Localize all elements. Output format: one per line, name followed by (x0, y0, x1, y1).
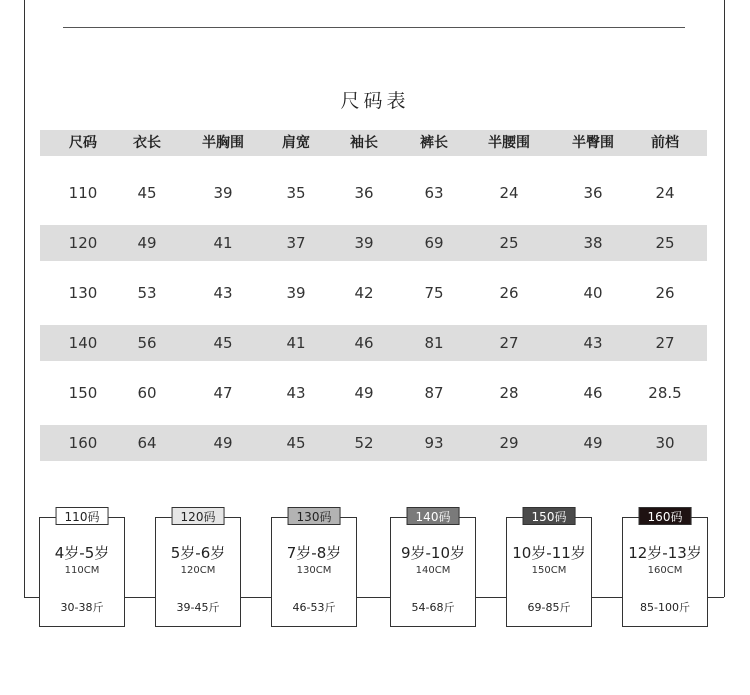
measure-cell: 93 (424, 434, 444, 452)
size-tag: 130码 (288, 507, 341, 525)
measure-cell: 45 (286, 434, 306, 452)
height-value: 130CM (296, 565, 332, 576)
measure-cell: 29 (499, 434, 519, 452)
measure-cell: 27 (499, 334, 519, 352)
measure-cell: 49 (583, 434, 603, 452)
measure-cell: 60 (137, 384, 157, 402)
size-card (155, 510, 241, 627)
size-table (40, 130, 707, 452)
size-cell: 110 (68, 184, 98, 202)
measure-cell: 87 (424, 384, 444, 402)
header-cell: 半臀围 (572, 135, 614, 151)
height-value: 160CM (647, 565, 683, 576)
table-header-row (40, 130, 707, 156)
weight-range: 69-85斤 (527, 601, 571, 614)
header-cell: 裤长 (420, 135, 448, 151)
size-tag: 160码 (639, 507, 692, 525)
height-value: 110CM (64, 565, 100, 576)
measure-cell: 40 (583, 284, 603, 302)
weight-range: 39-45斤 (176, 601, 220, 614)
table-row (40, 375, 707, 411)
measure-cell: 52 (354, 434, 374, 452)
measure-cell: 41 (286, 334, 306, 352)
size-card (271, 510, 357, 627)
measure-cell: 56 (137, 334, 157, 352)
measure-cell: 42 (354, 284, 374, 302)
header-cell: 衣长 (133, 135, 161, 151)
size-cell: 150 (68, 384, 98, 402)
header-cell: 半胸围 (202, 135, 244, 151)
measure-cell: 45 (213, 334, 233, 352)
measure-cell: 43 (286, 384, 306, 402)
measure-cell: 39 (354, 234, 374, 252)
measure-cell: 28 (499, 384, 519, 402)
header-cell: 尺码 (69, 135, 97, 151)
size-card (506, 510, 592, 627)
header-cell: 前档 (651, 135, 679, 151)
measure-cell: 27 (655, 334, 675, 352)
table-row (40, 425, 707, 461)
table-row (40, 225, 707, 261)
size-tag: 120码 (172, 507, 225, 525)
age-range: 9岁-10岁 (400, 544, 466, 562)
measure-cell: 30 (655, 434, 675, 452)
measure-cell: 28.5 (648, 384, 682, 402)
size-tag: 140码 (407, 507, 460, 525)
weight-range: 30-38斤 (60, 601, 104, 614)
measure-cell: 43 (583, 334, 603, 352)
measure-cell: 47 (213, 384, 233, 402)
size-tag: 150码 (523, 507, 576, 525)
age-range: 4岁-5岁 (54, 544, 110, 562)
measure-cell: 46 (354, 334, 374, 352)
measure-cell: 26 (655, 284, 675, 302)
table-row (40, 175, 707, 211)
measure-cell: 24 (499, 184, 519, 202)
measure-cell: 41 (213, 234, 233, 252)
measure-cell: 75 (424, 284, 444, 302)
measure-cell: 69 (424, 234, 444, 252)
age-range: 10岁-11岁 (512, 544, 586, 562)
measure-cell: 24 (655, 184, 675, 202)
size-card (390, 510, 476, 627)
measure-cell: 49 (213, 434, 233, 452)
measure-cell: 36 (583, 184, 603, 202)
height-value: 150CM (531, 565, 567, 576)
weight-range: 54-68斤 (411, 601, 455, 614)
measure-cell: 37 (286, 234, 306, 252)
header-cell: 袖长 (350, 135, 378, 151)
measure-cell: 49 (137, 234, 157, 252)
measure-cell: 63 (424, 184, 444, 202)
measure-cell: 46 (583, 384, 603, 402)
weight-range: 46-53斤 (292, 601, 336, 614)
table-row (40, 325, 707, 361)
size-cell: 160 (68, 434, 98, 452)
measure-cell: 26 (499, 284, 519, 302)
measure-cell: 49 (354, 384, 374, 402)
height-value: 120CM (180, 565, 216, 576)
measure-cell: 39 (213, 184, 233, 202)
page-title: 尺码表 (340, 90, 410, 112)
size-cell: 120 (68, 234, 98, 252)
size-cell: 130 (68, 284, 98, 302)
size-cell: 140 (68, 334, 98, 352)
measure-cell: 38 (583, 234, 603, 252)
age-range: 12岁-13岁 (628, 544, 702, 562)
measure-cell: 39 (286, 284, 306, 302)
measure-cell: 36 (354, 184, 374, 202)
measure-cell: 64 (137, 434, 157, 452)
size-card (39, 510, 125, 627)
header-cell: 肩宽 (282, 135, 310, 151)
top-divider (63, 27, 685, 28)
age-range: 5岁-6岁 (170, 544, 226, 562)
height-value: 140CM (415, 565, 451, 576)
age-range: 7岁-8岁 (286, 544, 342, 562)
measure-cell: 35 (286, 184, 306, 202)
size-tag: 110码 (56, 507, 109, 525)
frame-bottom-border (24, 597, 724, 598)
weight-range: 85-100斤 (640, 601, 690, 614)
measure-cell: 45 (137, 184, 157, 202)
measure-cell: 25 (499, 234, 519, 252)
header-cell: 半腰围 (488, 135, 530, 151)
measure-cell: 53 (137, 284, 157, 302)
measure-cell: 43 (213, 284, 233, 302)
table-row (40, 275, 707, 311)
measure-cell: 81 (424, 334, 444, 352)
measure-cell: 25 (655, 234, 675, 252)
size-card (622, 510, 708, 627)
